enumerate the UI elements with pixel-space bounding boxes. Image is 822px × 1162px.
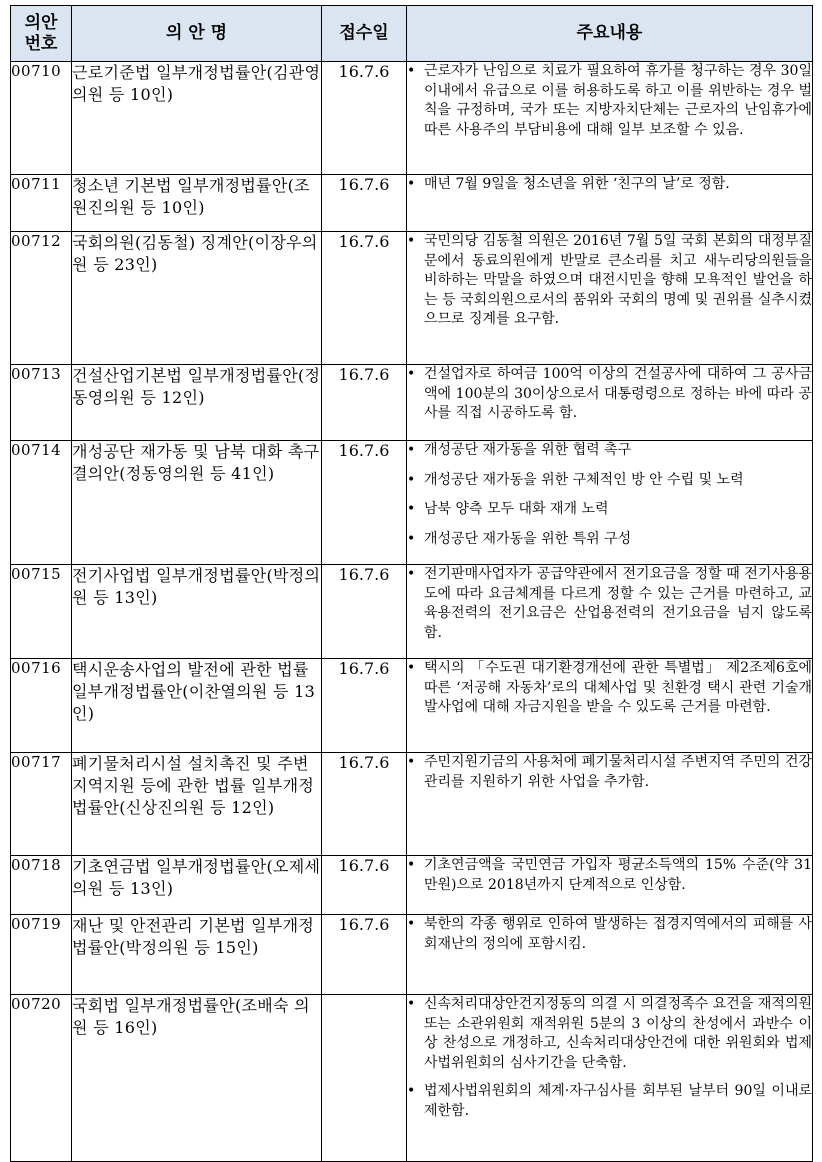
content-point: • 법제사법위원회의 체계·자구심사를 회부된 날부터 90일 이내로 제한함. [407,1082,812,1121]
main-content [407,175,813,232]
main-content [407,995,813,1162]
bill-table [10,5,813,1162]
header-bill-number: 의안 번호 [11,6,72,62]
content-points [407,232,812,330]
table-row [11,565,813,659]
content-point: • 근로자가 난임으로 치료가 필요하여 휴가를 청구하는 경우 30일 이내에서 유급으로 이를 허용하도록 하고 이를 위반하는 경우 벌칙을 규정하며, 국가 또는 지방자치단체는 근로자의 난임휴가에 따른 사용주의 부담비용에 대해 일부 보조할 수 있음. [407,62,812,140]
table-row [11,62,813,175]
main-content [407,659,813,753]
content-points [407,995,812,1121]
content-points [407,441,812,549]
bill-title: 재난 및 안전관리 기본법 일부개정법률안(박정의원 등 15인) [72,915,322,995]
content-points [407,856,812,895]
main-content [407,915,813,995]
bill-title: 근로기준법 일부개정법률안(김관영의원 등 10인) [72,62,322,175]
received-date: 16.7.6 [322,856,407,915]
content-points [407,753,812,792]
header-row [11,6,813,62]
table-row [11,232,813,365]
received-date: 16.7.6 [322,365,407,441]
content-point: • 주민지원기금의 사용처에 폐기물처리시설 주변지역 주민의 건강관리를 지원하기 위한 사업을 추가함. [407,753,812,792]
table-row [11,365,813,441]
content-point: • 개성공단 재가동을 위한 구체적인 방 안 수립 및 노력 [407,471,812,491]
content-point: • 신속처리대상안건지정동의 의결 시 의결정족수 요건을 재적의원 또는 소관위원회 재적위원 5분의 3 이상의 찬성에서 과반수 이상 찬성으로 개정하고, 신속처리대상안건에 대한 위원회와 법제사법위원회의 심사기간을 단축함. [407,995,812,1073]
received-date: 16.7.6 [322,565,407,659]
bill-number: 00714 [11,441,72,565]
bill-number: 00718 [11,856,72,915]
content-point: • 매년 7월 9일을 청소년을 위한 ‘친구의 날’로 정함. [407,175,812,195]
main-content [407,856,813,915]
received-date: 16.7.6 [322,659,407,753]
header-main-content: 주요내용 [407,6,813,62]
received-date: 16.7.6 [322,441,407,565]
content-point: • 기초연금액을 국민연금 가입자 평균소득액의 15% 수준(약 31만원)으로 2018년까지 단계적으로 인상함. [407,856,812,895]
received-date: 16.7.6 [322,232,407,365]
bill-title: 전기사업법 일부개정법률안(박정의원 등 13인) [72,565,322,659]
content-points [407,365,812,424]
bill-title: 국회법 일부개정법률안(조배숙 의원 등 16인) [72,995,322,1162]
content-points [407,62,812,140]
main-content [407,441,813,565]
bill-number: 00712 [11,232,72,365]
bill-number: 00710 [11,62,72,175]
table-row [11,915,813,995]
table-row [11,753,813,856]
received-date [322,995,407,1162]
received-date: 16.7.6 [322,753,407,856]
content-point: • 전기판매사업자가 공급약관에서 전기요금을 정할 때 전기사용용도에 따라 요금체계를 다르게 정할 수 있는 근거를 마련하고, 교육용전력의 전기요금은 산업용전력의 전기요금을 넘지 않도록 함. [407,565,812,643]
received-date: 16.7.6 [322,62,407,175]
bill-number: 00715 [11,565,72,659]
bill-title: 건설산업기본법 일부개정법률안(정동영의원 등 12인) [72,365,322,441]
bill-number: 00711 [11,175,72,232]
received-date: 16.7.6 [322,915,407,995]
table-row [11,995,813,1162]
content-points [407,565,812,643]
table-header [11,6,813,62]
bill-number: 00716 [11,659,72,753]
bill-title: 개성공단 재가동 및 남북 대화 촉구 결의안(정동영의원 등 41인) [72,441,322,565]
main-content [407,232,813,365]
main-content [407,62,813,175]
bill-number: 00713 [11,365,72,441]
content-point: • 건설업자로 하여금 100억 이상의 건설공사에 대하여 그 공사금액에 100분의 30이상으로서 대통령령으로 정하는 바에 따라 공사를 직접 시공하도록 함. [407,365,812,424]
bill-number: 00717 [11,753,72,856]
main-content [407,365,813,441]
content-points [407,659,812,718]
content-point: • 개성공단 재가동을 위한 협력 촉구 [407,441,812,461]
table-body [11,62,813,1162]
bill-title: 청소년 기본법 일부개정법률안(조원진의원 등 10인) [72,175,322,232]
received-date: 16.7.6 [322,175,407,232]
bill-number: 00719 [11,915,72,995]
content-points [407,175,812,195]
content-point: • 개성공단 재가동을 위한 특위 구성 [407,530,812,550]
bill-title: 택시운송사업의 발전에 관한 법률 일부개정법률안(이찬열의원 등 13인) [72,659,322,753]
bill-title: 기초연금법 일부개정법률안(오제세의원 등 13인) [72,856,322,915]
bill-title: 국회의원(김동철) 징계안(이장우의원 등 23인) [72,232,322,365]
content-points [407,915,812,954]
content-point: • 남북 양측 모두 대화 재개 노력 [407,500,812,520]
header-received-date: 접수일 [322,6,407,62]
table-row [11,175,813,232]
content-point: • 국민의당 김동철 의원은 2016년 7월 5일 국회 본회의 대정부질문에서 동료의원에게 반말로 큰소리를 치고 새누리당의원들을 비하하는 막말을 하였으며 대전시민을 향해 모욕적인 발언을 하는 등 국회의원으로서의 품위와 국회의 명예 및 권위를 실추시켰으므로 징계를 요구함. [407,232,812,330]
main-content [407,565,813,659]
bill-number: 00720 [11,995,72,1162]
table-row [11,659,813,753]
content-point: • 택시의 「수도권 대기환경개선에 관한 특별법」 제2조제6호에 따른 ‘저공해 자동차’로의 대체사업 및 친환경 택시 관련 기술개발사업에 대해 자금지원을 받을 수 있도록 근거를 마련함. [407,659,812,718]
bill-title: 폐기물처리시설 설치촉진 및 주변지역지원 등에 관한 법률 일부개정법률안(신상진의원 등 12인) [72,753,322,856]
main-content [407,753,813,856]
header-bill-title: 의 안 명 [72,6,322,62]
content-point: • 북한의 각종 행위로 인하여 발생하는 접경지역에서의 피해를 사회재난의 정의에 포함시킴. [407,915,812,954]
table-row [11,441,813,565]
table-row [11,856,813,915]
